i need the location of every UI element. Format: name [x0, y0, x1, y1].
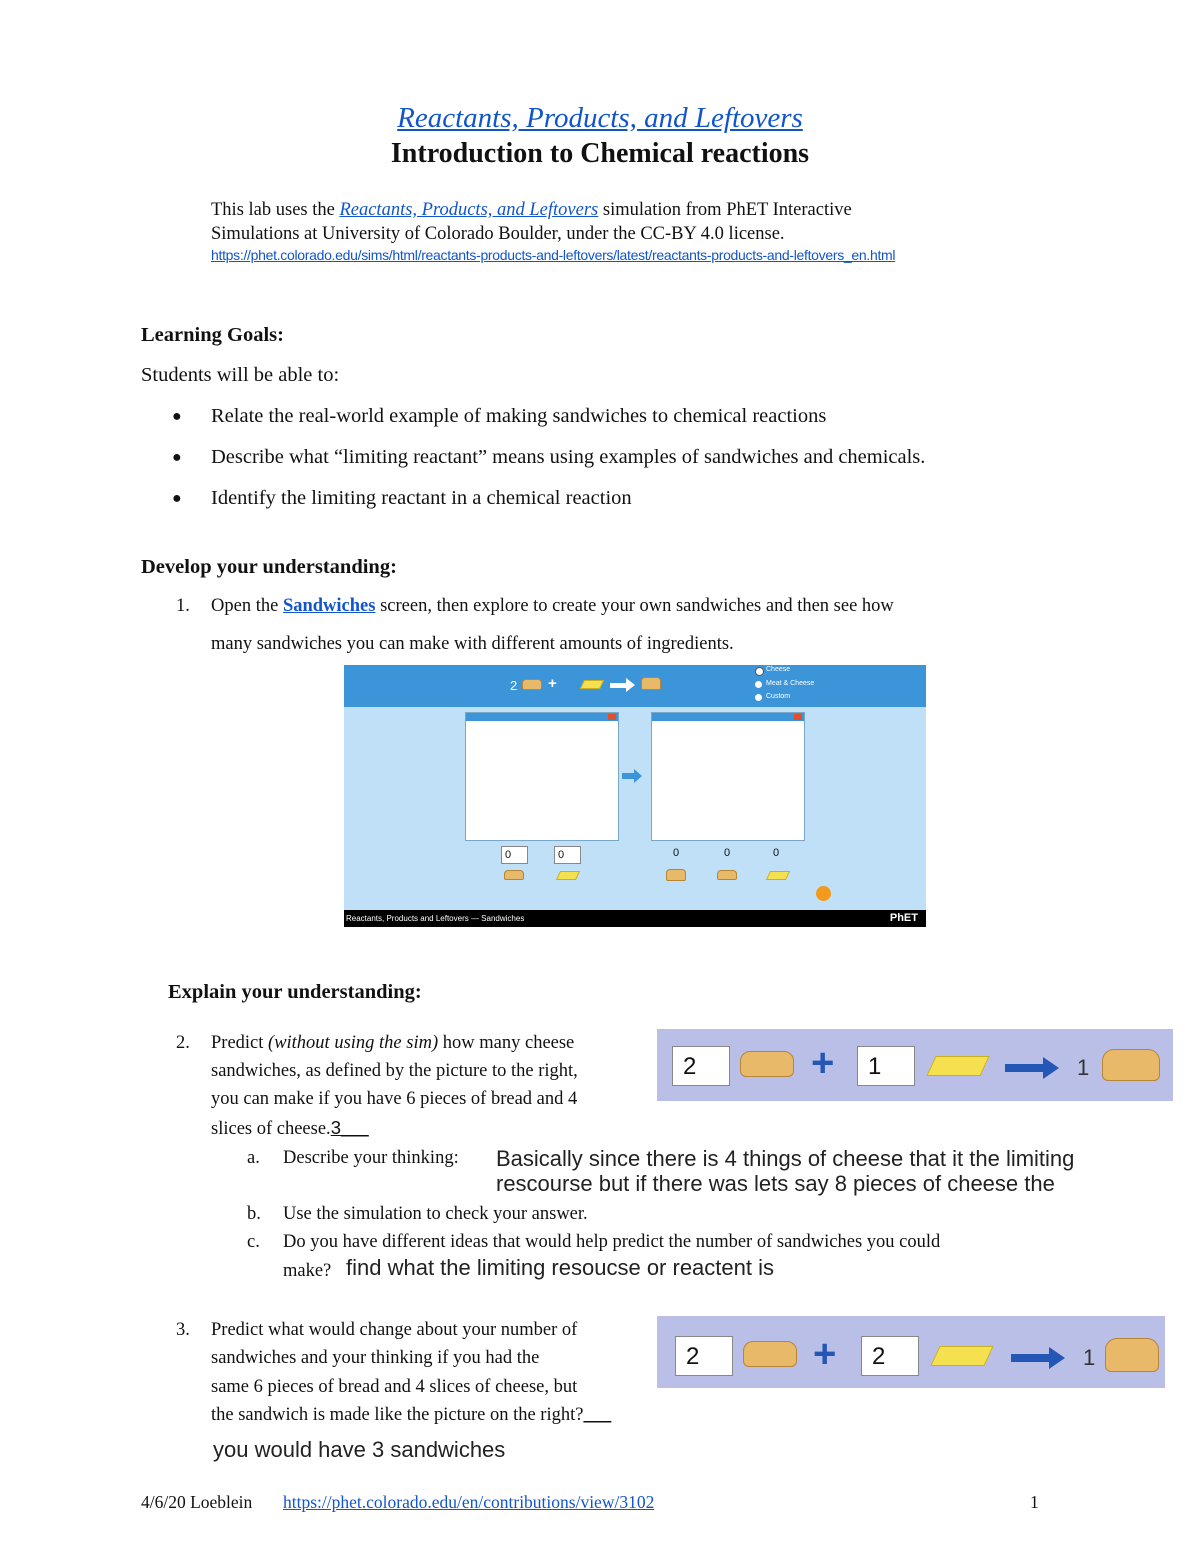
q3-line-4	[211, 1403, 611, 1427]
goal-item: Describe what “limiting reactant” means using examples of sandwiches and chemicals.	[211, 446, 926, 468]
recipe-result-count: 1	[1077, 1055, 1090, 1080]
sim-products-box	[651, 712, 805, 841]
goal-item: Relate the real-world example of making sandwiches to chemical reactions	[211, 405, 827, 427]
sim-output-count: 0	[773, 847, 780, 859]
cheese-icon	[930, 1346, 993, 1366]
q2-number: 2.	[176, 1033, 190, 1053]
q2b-text: Use the simulation to check your answer.	[283, 1204, 588, 1224]
q2c-label: c.	[247, 1232, 260, 1252]
reset-icon[interactable]	[816, 886, 831, 901]
q2c-text-2: make?	[283, 1261, 332, 1281]
q3-line-4-text: the sandwich is made like the picture on the right?	[211, 1405, 584, 1425]
plus-icon: +	[811, 1041, 835, 1085]
q2-suffix: how many cheese	[442, 1033, 575, 1053]
title-link-wrap	[0, 102, 1200, 135]
q2-answer[interactable]	[331, 1119, 369, 1139]
arrow-head-icon	[634, 769, 642, 783]
learning-goals-heading: Learning Goals:	[141, 324, 284, 346]
q1-line-1	[211, 594, 894, 618]
q2c-answer[interactable]: find what the limiting resoucse or reactent is	[346, 1255, 774, 1280]
radio-icon[interactable]	[755, 667, 764, 676]
q2a-label: a.	[247, 1148, 260, 1168]
arrow-icon	[1011, 1354, 1051, 1362]
bread-spinner	[675, 1336, 733, 1376]
sim-screenshot	[344, 665, 926, 927]
bullet-icon: ●	[172, 490, 182, 507]
sim-radio-label: Cheese	[766, 666, 791, 673]
q2-emphasis: (without using the sim)	[268, 1033, 439, 1053]
bread-icon	[717, 870, 737, 880]
radio-icon[interactable]	[755, 681, 762, 688]
bread-icon	[743, 1341, 797, 1367]
minimize-icon[interactable]	[794, 714, 802, 720]
q2c-text-1: Do you have different ideas that would help predict the number of sandwiches you could	[283, 1232, 941, 1252]
q1-prefix: Open the	[211, 596, 279, 616]
q1-line-2: many sandwiches you can make with different amounts of ingredients.	[211, 634, 734, 654]
q2-answer-value: 3	[330, 1117, 341, 1138]
sim-reactants-box	[465, 712, 619, 841]
bread-icon	[522, 679, 542, 690]
recipe-bread-count: 2	[683, 1053, 697, 1080]
q1-suffix: screen, then explore to create your own sandwiches and then see how	[380, 596, 894, 616]
q3-line-2: sandwiches and your thinking if you had the	[211, 1348, 540, 1368]
intro-suffix: simulation from PhET Interactive	[602, 200, 852, 220]
recipe-bread-count: 2	[686, 1343, 700, 1370]
minimize-icon[interactable]	[608, 714, 616, 720]
q1-number: 1.	[176, 596, 190, 616]
q2a-text: Describe your thinking:	[283, 1148, 459, 1168]
bullet-icon: ●	[172, 408, 182, 425]
q2-line-1	[211, 1031, 651, 1055]
sandwich-icon	[641, 677, 661, 690]
bullet-icon: ●	[172, 449, 182, 466]
q2-line-2: sandwiches, as defined by the picture to the right,	[211, 1061, 578, 1081]
page-title: Introduction to Chemical reactions	[390, 138, 810, 169]
box-titlebar	[466, 713, 618, 721]
box-titlebar	[652, 713, 804, 721]
sim-output-count: 0	[724, 847, 731, 859]
sim-radio-label: Custom	[766, 693, 791, 700]
goal-item: Identify the limiting reactant in a chemical reaction	[211, 487, 632, 509]
recipe-image-2	[657, 1316, 1165, 1388]
cheese-icon	[766, 871, 790, 880]
arrow-icon	[1005, 1064, 1045, 1072]
explain-heading: Explain your understanding:	[168, 981, 422, 1003]
cheese-spinner	[861, 1336, 919, 1376]
bread-spinner	[672, 1046, 730, 1086]
q2-line-4	[211, 1116, 369, 1141]
sim-radio-label: Meat & Cheese	[766, 680, 815, 687]
recipe-result-count: 1	[1083, 1345, 1096, 1370]
q2-line-3: you can make if you have 6 pieces of bread and 4	[211, 1089, 578, 1109]
sim-equation-bar	[344, 665, 926, 707]
sim-cheese-spinner[interactable]: 0	[554, 846, 581, 864]
sim-output-count: 0	[673, 847, 680, 859]
q2b-label: b.	[247, 1204, 261, 1224]
sim-footer-title: Reactants, Products and Leftovers — Sandwiches	[346, 914, 525, 923]
footer-left: 4/6/20 Loeblein	[141, 1492, 253, 1512]
plus-icon: +	[813, 1332, 837, 1376]
q2-answer-blank: ___	[340, 1119, 369, 1139]
footer-link[interactable]: https://phet.colorado.edu/en/contributions/view/3102	[283, 1492, 655, 1512]
arrow-head-icon	[1043, 1057, 1059, 1079]
sandwich-icon	[1102, 1049, 1160, 1081]
learning-goals-lead: Students will be able to:	[141, 364, 340, 386]
q2-line-4-text: slices of cheese.	[211, 1119, 331, 1139]
q2a-answer-line-1[interactable]: Basically since there is 4 things of cheese that it the limiting	[496, 1146, 1075, 1171]
sim-footer-bar	[344, 910, 926, 927]
q2-prefix: Predict	[211, 1033, 264, 1053]
q3-answer-blank[interactable]: ___	[583, 1405, 612, 1425]
bread-icon	[504, 870, 524, 880]
sim-bread-spinner[interactable]: 0	[501, 846, 528, 864]
bread-icon	[740, 1051, 794, 1077]
intro-prefix: This lab uses the	[211, 200, 335, 220]
recipe-image-1	[657, 1029, 1173, 1101]
sandwich-icon	[666, 869, 686, 881]
recipe-cheese-count: 1	[868, 1053, 882, 1080]
arrow-head-icon	[1049, 1347, 1065, 1369]
q3-line-3: same 6 pieces of bread and 4 slices of cheese, but	[211, 1377, 578, 1397]
radio-icon[interactable]	[755, 694, 762, 701]
title-link[interactable]: Reactants, Products, and Leftovers	[397, 102, 803, 134]
page-number: 1	[1030, 1492, 1039, 1512]
intro-line-1	[211, 198, 852, 222]
q3-number: 3.	[176, 1320, 190, 1340]
q3-answer[interactable]: you would have 3 sandwiches	[213, 1437, 506, 1462]
intro-sim-link[interactable]: Reactants, Products, and Leftovers	[339, 200, 599, 220]
sandwich-icon	[1105, 1338, 1159, 1372]
develop-heading: Develop your understanding:	[141, 556, 397, 578]
intro-url[interactable]: https://phet.colorado.edu/sims/html/reactants-products-and-leftovers/latest/reactants-products-and-leftovers_en.html	[211, 247, 896, 263]
recipe-cheese-count: 2	[872, 1343, 886, 1370]
cheese-spinner	[857, 1046, 915, 1086]
cheese-icon	[556, 871, 580, 880]
intro-line-2: Simulations at University of Colorado Boulder, under the CC-BY 4.0 license.	[211, 224, 785, 244]
sandwiches-link[interactable]: Sandwiches	[282, 596, 376, 616]
sim-eq-plus: +	[548, 675, 557, 692]
phet-logo: PhET	[889, 912, 918, 924]
q2a-answer-line-2[interactable]: rescourse but if there was lets say 8 pieces of cheese the	[496, 1171, 1055, 1196]
cheese-icon	[580, 680, 604, 689]
arrow-head-icon	[626, 678, 635, 692]
cheese-icon	[926, 1056, 989, 1076]
q3-line-1: Predict what would change about your number of	[211, 1320, 578, 1340]
sim-eq-count: 2	[510, 678, 518, 693]
